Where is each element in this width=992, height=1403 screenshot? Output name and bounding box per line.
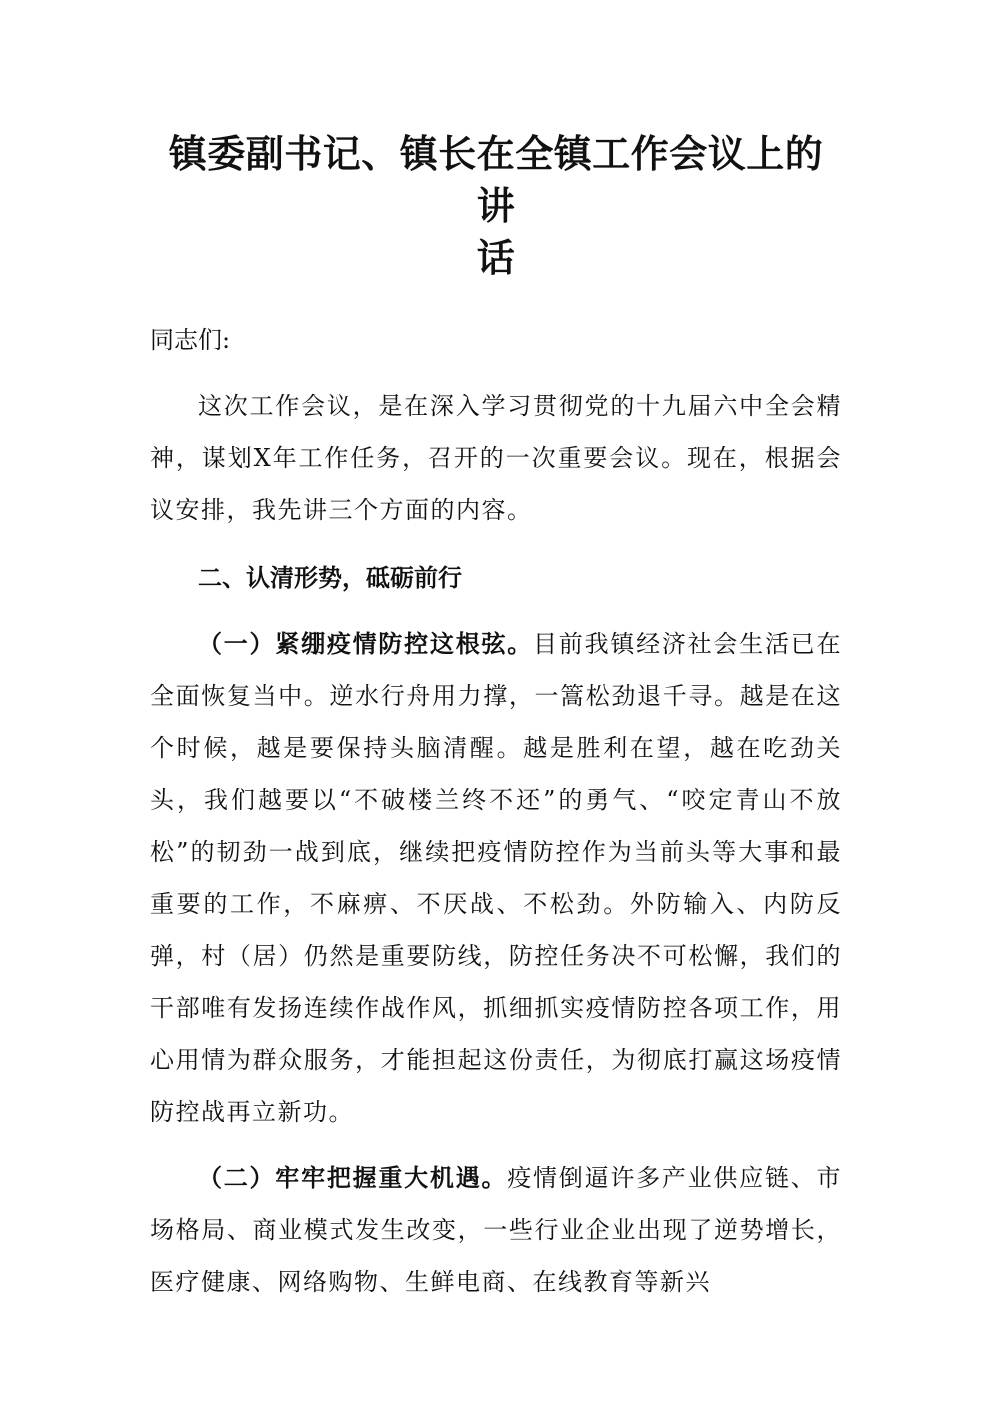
subsection-2-paragraph <box>150 1152 842 1308</box>
subsection-2-body: 疫情倒逼许多产业供应链、市场格局、商业模式发生改变，一些行业企业出现了逆势增长，医疗健康、网络购物、生鲜电商、在线教育等新兴 <box>150 1164 842 1296</box>
title-line-2: 话 <box>476 235 516 280</box>
intro-paragraph: 这次工作会议，是在深入学习贯彻党的十九届六中全会精神，谋划X年工作任务，召开的一次重要会议。现在，根据会议安排，我先讲三个方面的内容。 <box>150 392 842 524</box>
subsection-1-paragraph <box>150 618 842 1138</box>
document-title <box>150 128 842 284</box>
title-line-1: 镇委副书记、镇长在全镇工作会议上的讲 <box>168 131 824 228</box>
salutation: 同志们: <box>150 326 231 354</box>
subsection-1-body: 目前我镇经济社会生活已在全面恢复当中。逆水行舟用力撑，一篙松劲退千寻。越是在这个时候，越是要保持头脑清醒。越是胜利在望，越在吃劲关头，我们越要以“不破楼兰终不还”的勇气、“咬定青山不放松”的韧劲一战到底，继续把疫情防控作为当前头等大事和最重要的工作，不麻痹、不厌战、不松劲。外防输入、内防反弹，村（居）仍然是重要防线，防控任务决不可松懈，我们的干部唯有发扬连续作战作风，抓细抓实疫情防控各项工作，用心用情为群众服务，才能担起这份责任，为彻底打赢这场疫情防控战再立新功。 <box>150 630 843 1126</box>
document-page <box>150 128 842 1308</box>
subsection-2-lead: （二）牢牢把握重大机遇。 <box>198 1163 508 1192</box>
section-heading: 二、认清形势，砥砺前行 <box>198 563 462 592</box>
subsection-1-lead: （一）紧绷疫情防控这根弦。 <box>198 629 534 658</box>
